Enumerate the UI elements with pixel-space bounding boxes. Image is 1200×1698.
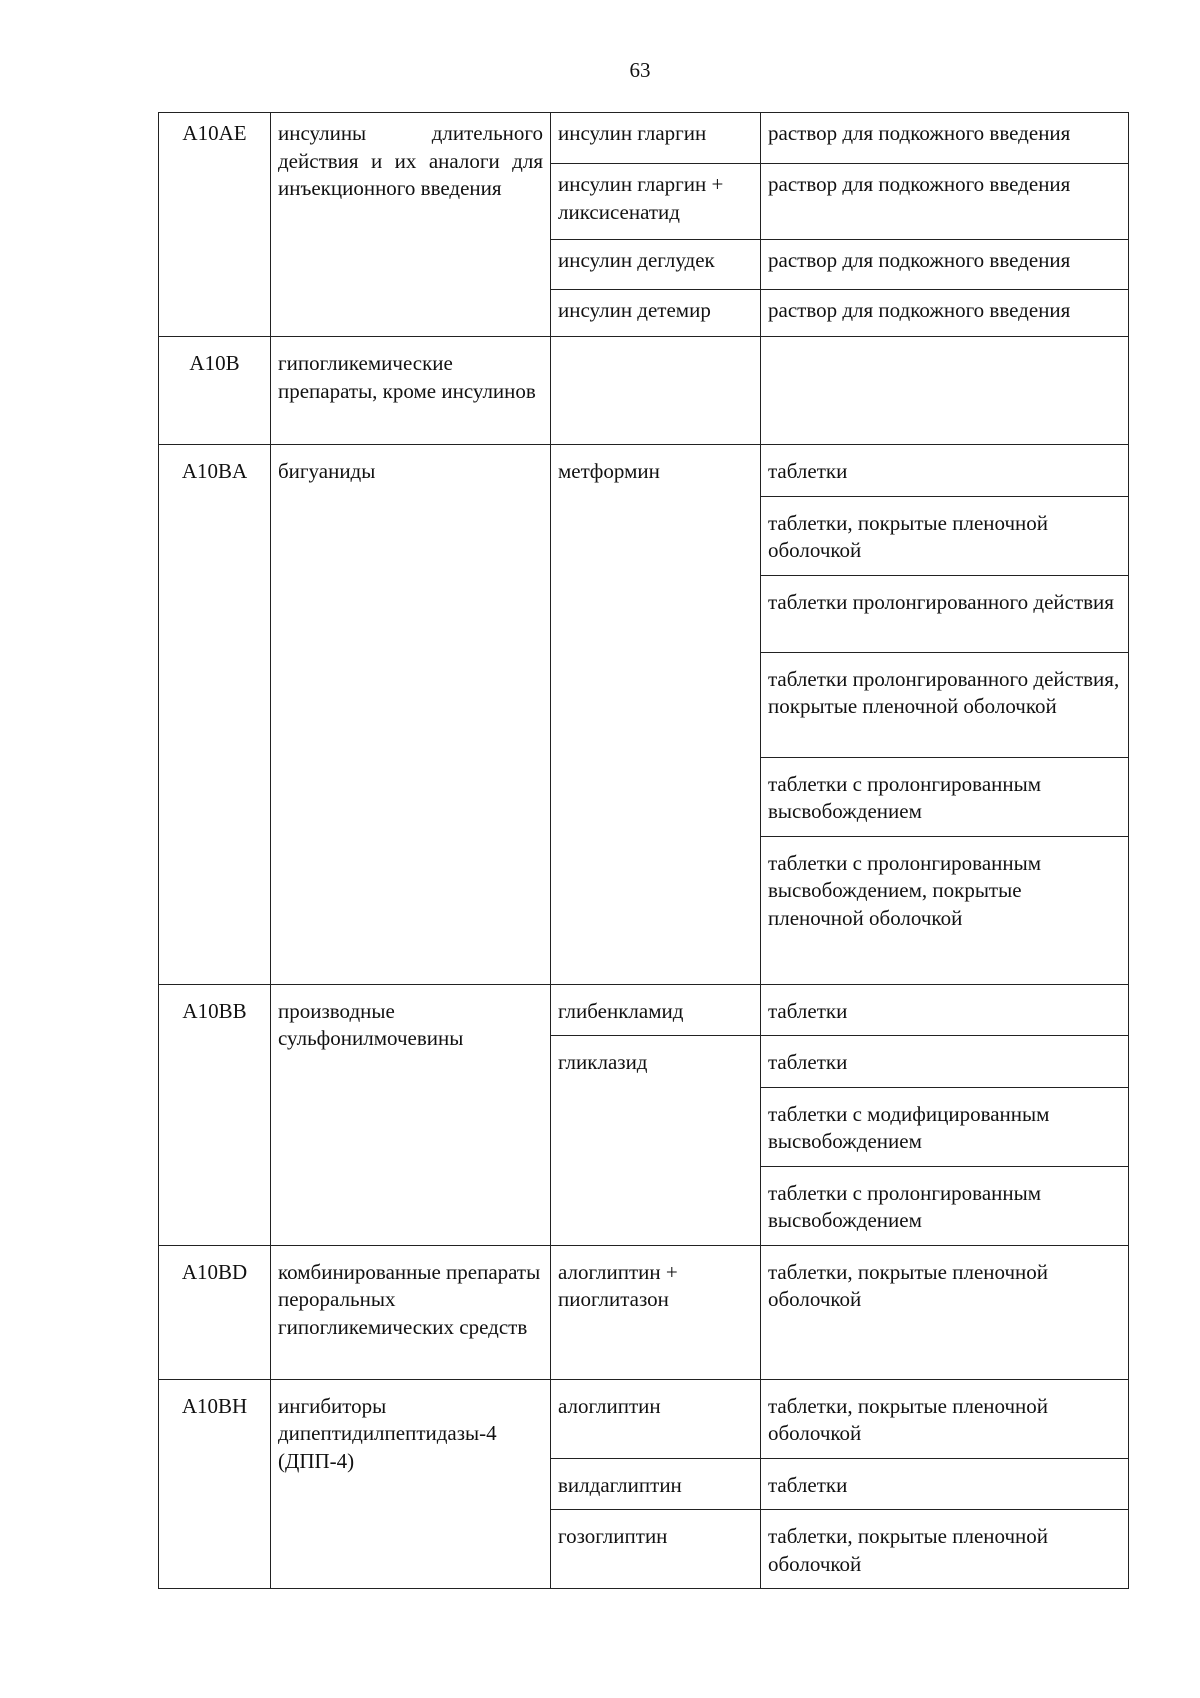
form-cell: таблетки, покрытые пленочной оболочкой (761, 1379, 1129, 1458)
form-cell: таблетки (761, 1036, 1129, 1088)
atc-group: ингибиторы дипептидилпептидазы-4 (ДПП-4) (271, 1379, 551, 1589)
table-row (159, 1379, 1129, 1458)
substance-cell: гликлазид (551, 1036, 761, 1246)
form-cell: таблетки (761, 984, 1129, 1036)
atc-code: A10B (159, 337, 271, 445)
substance-cell: инсулин детемир (551, 290, 761, 337)
form-cell: таблетки пролонгированного действия (761, 575, 1129, 652)
form-cell: раствор для подкожного введения (761, 113, 1129, 164)
table-row (159, 337, 1129, 445)
atc-code: A10BH (159, 1379, 271, 1589)
form-cell: таблетки с модифицированным высвобождением (761, 1087, 1129, 1166)
drug-table (158, 112, 1129, 1589)
atc-code: A10BB (159, 984, 271, 1245)
substance-cell: гозоглиптин (551, 1510, 761, 1589)
atc-group: бигуаниды (271, 445, 551, 985)
substance-cell: инсулин гларгин (551, 113, 761, 164)
substance-cell (551, 337, 761, 445)
table-row (159, 113, 1129, 164)
atc-group: инсулины длительного действия и их аналоги для инъекционного введения (271, 113, 551, 337)
form-cell: таблетки с пролонгированным высвобождением (761, 757, 1129, 836)
substance-cell: алоглиптин (551, 1379, 761, 1458)
atc-code: A10AE (159, 113, 271, 337)
substance-cell: вилдаглиптин (551, 1458, 761, 1510)
form-cell: раствор для подкожного введения (761, 240, 1129, 290)
atc-code: A10BD (159, 1245, 271, 1379)
atc-group: комбинированные препараты пероральных гипогликемических средств (271, 1245, 551, 1379)
form-cell: таблетки, покрытые пленочной оболочкой (761, 1245, 1129, 1379)
form-cell: раствор для подкожного введения (761, 164, 1129, 240)
substance-cell: инсулин гларгин + ликсисенатид (551, 164, 761, 240)
table-row (159, 984, 1129, 1036)
form-cell: раствор для подкожного введения (761, 290, 1129, 337)
table-row (159, 445, 1129, 497)
form-cell: таблетки пролонгированного действия, покрытые пленочной оболочкой (761, 652, 1129, 757)
atc-code: A10BA (159, 445, 271, 985)
substance-cell: метформин (551, 445, 761, 985)
form-cell (761, 337, 1129, 445)
form-cell: таблетки (761, 445, 1129, 497)
form-cell: таблетки (761, 1458, 1129, 1510)
table-row (159, 1245, 1129, 1379)
form-cell: таблетки с пролонгированным высвобождением (761, 1166, 1129, 1245)
form-cell: таблетки, покрытые пленочной оболочкой (761, 496, 1129, 575)
atc-group: гипогликемические препараты, кроме инсулинов (271, 337, 551, 445)
substance-cell: алоглиптин + пиоглитазон (551, 1245, 761, 1379)
substance-cell: инсулин деглудек (551, 240, 761, 290)
atc-group: производные сульфонилмочевины (271, 984, 551, 1245)
form-cell: таблетки с пролонгированным высвобождением, покрытые пленочной оболочкой (761, 836, 1129, 984)
page-number: 63 (629, 58, 651, 82)
substance-cell: глибенкламид (551, 984, 761, 1036)
form-cell: таблетки, покрытые пленочной оболочкой (761, 1510, 1129, 1589)
